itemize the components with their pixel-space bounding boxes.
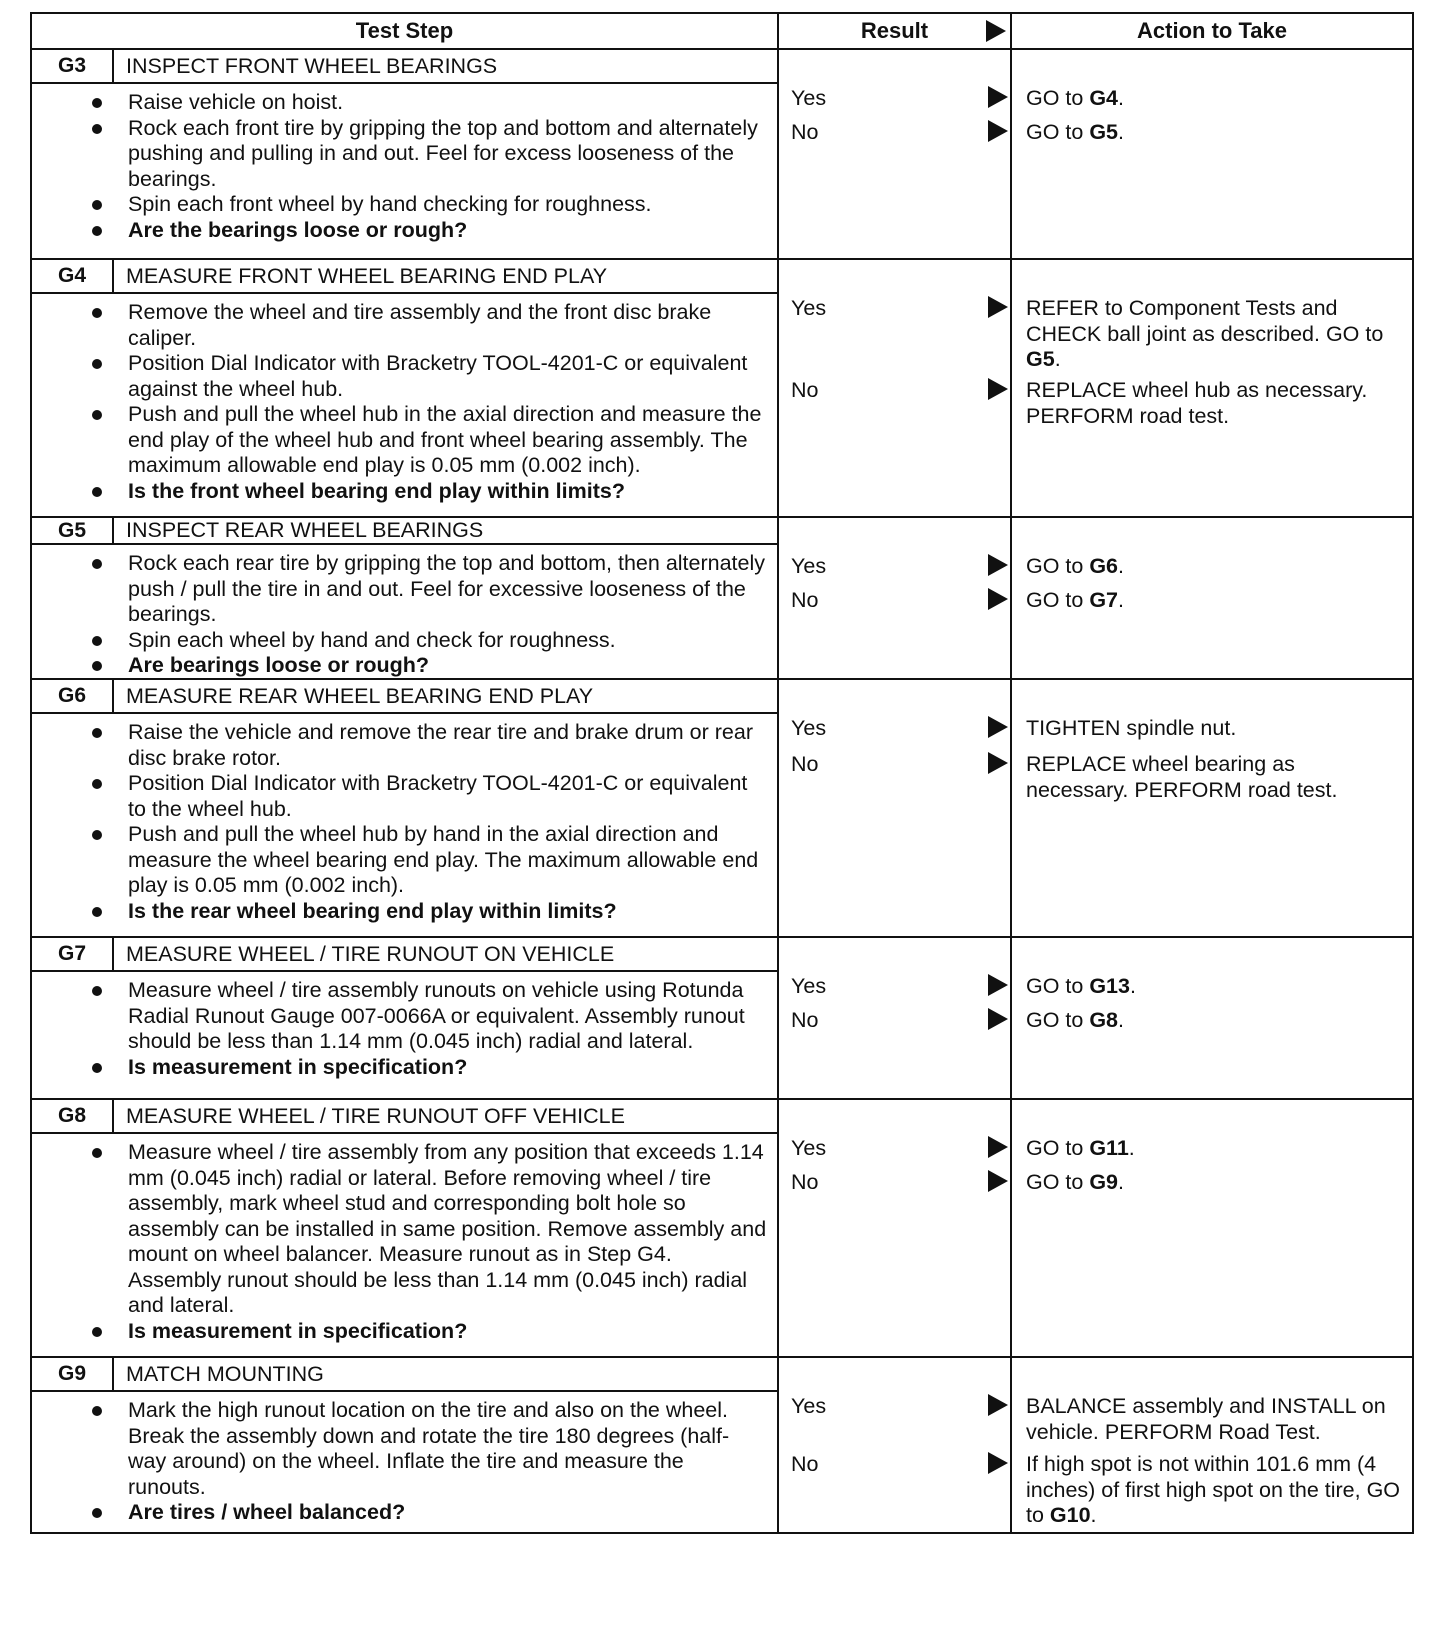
arrow-right-icon (988, 1394, 1008, 1421)
action-cell (1012, 1358, 1412, 1532)
bullet-icon (92, 986, 102, 996)
bullet-text: Spin each front wheel by hand checking for roughness. (128, 192, 652, 216)
action-step-ref: G5 (1026, 347, 1055, 371)
result-no: No (791, 1170, 819, 1194)
step-title: MEASURE WHEEL / TIRE RUNOUT OFF VEHICLE (126, 1103, 625, 1128)
step-question (128, 218, 767, 244)
action-text-end: . (1118, 554, 1124, 578)
bullet-item (128, 720, 767, 771)
step-g3 (32, 50, 1412, 260)
action-text-end: . (1054, 347, 1061, 371)
action-text (1026, 120, 1402, 146)
action-cell (1012, 938, 1412, 1098)
bullet-icon (92, 728, 102, 738)
action-text-main: BALANCE assembly and INSTALL on vehicle. PERFORM Road Test. (1026, 1394, 1386, 1444)
arrow-right-icon (988, 86, 1008, 113)
arrow-right-icon (988, 296, 1008, 323)
bullet-item (128, 1140, 767, 1319)
step-title: MATCH MOUNTING (126, 1361, 324, 1386)
bullet-icon (92, 830, 102, 840)
arrow-right-icon (988, 554, 1008, 581)
action-text (1026, 752, 1402, 803)
result-yes: Yes (791, 296, 827, 320)
step-title-row (32, 938, 777, 972)
action-text (1026, 296, 1402, 373)
result-no: No (791, 752, 819, 776)
step-title: INSPECT FRONT WHEEL BEARINGS (126, 53, 498, 78)
result-cell (779, 1100, 1012, 1356)
bullet-text: Push and pull the wheel hub by hand in the axial direction and measure the wheel bearing end play. The maximum allowable end play is 0.05 mm (0.002 inch). (128, 822, 759, 897)
test-step-cell (32, 680, 779, 936)
result-no: No (791, 1008, 819, 1032)
step-bullets (32, 1392, 777, 1526)
arrow-right-icon (988, 1452, 1008, 1479)
action-text (1026, 86, 1402, 112)
bullet-icon (92, 308, 102, 318)
bullet-icon (92, 1406, 102, 1416)
bullet-icon (92, 1148, 102, 1158)
step-id: G6 (32, 680, 114, 712)
action-text-main: REPLACE wheel bearing as necessary. PERFORM road test. (1026, 752, 1338, 802)
test-step-cell (32, 260, 779, 516)
action-text (1026, 1394, 1402, 1445)
step-question (128, 653, 767, 679)
step-bullets (32, 545, 777, 679)
step-g5 (32, 518, 1412, 680)
bullet-item (128, 116, 767, 193)
action-text-end: . (1129, 974, 1136, 998)
result-cell (779, 518, 1012, 678)
bullet-icon (92, 359, 102, 369)
result-cell (779, 1358, 1012, 1532)
diagnostic-table (30, 12, 1414, 1534)
bullet-text: Rock each rear tire by gripping the top and bottom, then alternately push / pull the tire in and out. Feel for excessive looseness of the bearings. (128, 551, 766, 626)
step-id: G7 (32, 938, 114, 970)
bullet-item (128, 192, 767, 218)
question-text: Is measurement in specification? (128, 1054, 468, 1079)
step-title: INSPECT REAR WHEEL BEARINGS (126, 518, 484, 542)
action-text-end: . (1090, 1503, 1097, 1527)
result-yes: Yes (791, 974, 827, 998)
header-action: Action to Take (1137, 18, 1287, 43)
table-header (32, 14, 1412, 50)
bullet-text: Spin each wheel by hand and check for roughness. (128, 627, 616, 652)
result-yes: Yes (791, 1136, 827, 1160)
test-step-cell (32, 518, 779, 678)
arrow-right-icon (988, 378, 1008, 405)
action-cell (1012, 50, 1412, 258)
bullet-text: Push and pull the wheel hub in the axial direction and measure the end play of the wheel hub and front wheel bearing assembly. The maximum allowable end play is 0.05 mm (0.002 inch). (128, 402, 762, 477)
step-title: MEASURE FRONT WHEEL BEARING END PLAY (126, 263, 608, 288)
action-step-ref: G8 (1089, 1008, 1119, 1032)
test-step-cell (32, 50, 779, 258)
action-text (1026, 588, 1402, 614)
question-text: Are tires / wheel balanced? (128, 1500, 406, 1524)
action-text-main: TIGHTEN spindle nut. (1026, 716, 1237, 740)
bullet-item (128, 771, 767, 822)
step-id: G3 (32, 50, 114, 82)
arrow-right-icon (988, 1008, 1008, 1035)
bullet-icon (92, 907, 102, 917)
step-g4 (32, 260, 1412, 518)
step-bullets (32, 972, 777, 1080)
action-cell (1012, 1100, 1412, 1356)
bullet-item (128, 402, 767, 479)
bullet-text: Raise the vehicle and remove the rear tire and brake drum or rear disc brake rotor. (128, 720, 754, 770)
result-no: No (791, 120, 819, 144)
bullet-text: Remove the wheel and tire assembly and the front disc brake caliper. (128, 300, 712, 350)
bullet-icon (92, 1508, 102, 1518)
result-yes: Yes (791, 554, 827, 578)
action-text-main: REPLACE wheel hub as necessary. PERFORM road test. (1026, 378, 1368, 428)
step-g9 (32, 1358, 1412, 1532)
step-question (128, 1500, 767, 1526)
bullet-item (128, 351, 767, 402)
result-no: No (791, 588, 819, 612)
action-text-main: GO to (1026, 1136, 1090, 1160)
bullet-item (128, 551, 767, 628)
arrow-right-icon (988, 974, 1008, 1001)
step-question (128, 1055, 767, 1081)
bullet-icon (92, 487, 102, 497)
bullet-item (128, 300, 767, 351)
step-id: G8 (32, 1100, 114, 1132)
bullet-icon (92, 661, 102, 671)
action-text-main: GO to (1026, 120, 1090, 144)
action-text-main: GO to (1026, 1008, 1090, 1032)
header-result: Result (860, 18, 929, 43)
arrow-right-icon (988, 588, 1008, 615)
bullet-text: Rock each front tire by gripping the top and bottom and alternately pushing and pulling in and out. Feel for excess looseness of the bearings. (128, 115, 758, 191)
step-title-row (32, 1100, 777, 1134)
action-text (1026, 1008, 1402, 1034)
bullet-item (128, 628, 767, 654)
bullet-text: Raise vehicle on hoist. (128, 90, 344, 114)
action-cell (1012, 260, 1412, 516)
arrow-right-icon (988, 1170, 1008, 1197)
action-text-main: GO to (1026, 588, 1090, 612)
action-text-main: GO to (1026, 974, 1090, 998)
step-id: G4 (32, 260, 114, 292)
bullet-icon (92, 559, 102, 569)
question-text: Is the rear wheel bearing end play within limits? (128, 898, 617, 923)
bullet-text: Mark the high runout location on the tire and also on the wheel. Break the assembly down and rotate the tire 180 degrees (half-way around) on the wheel. Inflate the tire and measure the runouts. (128, 1398, 730, 1499)
bullet-item (128, 978, 767, 1055)
result-cell (779, 680, 1012, 936)
arrow-right-icon (988, 1136, 1008, 1163)
action-text-main: GO to (1026, 1170, 1090, 1194)
result-yes: Yes (791, 716, 827, 740)
action-text (1026, 974, 1402, 1000)
header-test-step: Test Step (32, 14, 779, 48)
action-text-end: . (1118, 120, 1124, 144)
action-text (1026, 1136, 1402, 1162)
bullet-item (128, 822, 767, 899)
arrow-right-icon (988, 752, 1008, 779)
bullet-text: Position Dial Indicator with Bracketry TOOL-4201-C or equivalent against the wheel hub. (128, 351, 748, 401)
step-title-row (32, 1358, 777, 1392)
bullet-icon (92, 636, 102, 646)
step-id: G9 (32, 1358, 114, 1390)
bullet-text: Measure wheel / tire assembly runouts on vehicle using Rotunda Radial Runout Gauge 007-0066A or equivalent. Assembly runout should be less than 1.14 mm (0.045 inch) radial and lateral. (128, 978, 745, 1053)
action-step-ref: G10 (1049, 1503, 1091, 1527)
step-bullets (32, 84, 777, 243)
step-bullets (32, 714, 777, 924)
arrow-right-icon (988, 716, 1008, 743)
action-text-main: If high spot is not within 101.6 mm (4 inches) of first high spot on the tire, GO to (1026, 1452, 1401, 1527)
action-step-ref: G5 (1089, 120, 1119, 144)
test-step-cell (32, 1358, 779, 1532)
action-step-ref: G9 (1089, 1170, 1119, 1194)
result-no: No (791, 378, 819, 402)
arrow-right-icon (986, 20, 1006, 48)
action-text-end: . (1118, 86, 1124, 110)
result-yes: Yes (791, 86, 827, 110)
step-title: MEASURE REAR WHEEL BEARING END PLAY (126, 683, 594, 708)
action-cell (1012, 680, 1412, 936)
step-g7 (32, 938, 1412, 1100)
result-cell (779, 260, 1012, 516)
action-step-ref: G6 (1089, 554, 1119, 578)
step-bullets (32, 294, 777, 504)
action-text (1026, 1452, 1402, 1529)
bullet-icon (92, 200, 102, 210)
action-text (1026, 1170, 1402, 1196)
question-text: Is measurement in specification? (128, 1318, 468, 1343)
bullet-icon (92, 226, 102, 236)
action-text-main: REFER to Component Tests and CHECK ball joint as described. GO to (1026, 296, 1384, 346)
result-yes: Yes (791, 1394, 827, 1418)
action-step-ref: G7 (1089, 588, 1119, 612)
step-question (128, 479, 767, 505)
step-title-row (32, 50, 777, 84)
question-text: Are bearings loose or rough? (128, 653, 430, 677)
step-g6 (32, 680, 1412, 938)
step-id: G5 (32, 518, 114, 543)
steps-body (32, 50, 1412, 1532)
bullet-text: Position Dial Indicator with Bracketry TOOL-4201-C or equivalent to the wheel hub. (128, 771, 748, 821)
bullet-icon (92, 410, 102, 420)
bullet-item (128, 1398, 767, 1500)
step-title: MEASURE WHEEL / TIRE RUNOUT ON VEHICLE (126, 941, 615, 966)
question-text: Is the front wheel bearing end play within limits? (128, 478, 625, 503)
bullet-item (128, 90, 767, 116)
step-bullets (32, 1134, 777, 1344)
bullet-icon (92, 1327, 102, 1337)
action-step-ref: G11 (1089, 1136, 1129, 1160)
action-text-end: . (1118, 588, 1124, 612)
step-question (128, 899, 767, 925)
action-step-ref: G4 (1089, 86, 1119, 110)
action-step-ref: G13 (1089, 974, 1130, 998)
bullet-text: Measure wheel / tire assembly from any position that exceeds 1.14 mm (0.045 inch) radial or lateral. Before removing wheel / tire assembly, mark wheel stud and corresponding bolt hole so assembly can be installed in same position. Remove assembly and mount on wheel balancer. Measure runout as in Step G4. Assembly runout should be less than 1.14 mm (0.045 inch) radial and lateral. (128, 1140, 767, 1317)
action-text-main: GO to (1026, 554, 1090, 578)
action-cell (1012, 518, 1412, 678)
bullet-icon (92, 1063, 102, 1073)
action-text-end: . (1128, 1136, 1135, 1160)
header-result-cell (779, 14, 1012, 48)
result-cell (779, 938, 1012, 1098)
step-title-row (32, 260, 777, 294)
step-question (128, 1319, 767, 1345)
step-title-row (32, 518, 777, 545)
action-text (1026, 554, 1402, 580)
result-cell (779, 50, 1012, 258)
bullet-icon (92, 779, 102, 789)
result-no: No (791, 1452, 819, 1476)
action-text (1026, 716, 1402, 742)
test-step-cell (32, 1100, 779, 1356)
bullet-icon (92, 98, 102, 108)
action-text (1026, 378, 1402, 429)
action-text-end: . (1118, 1170, 1124, 1194)
step-g8 (32, 1100, 1412, 1358)
action-text-end: . (1118, 1008, 1124, 1032)
bullet-icon (92, 124, 102, 134)
test-step-cell (32, 938, 779, 1098)
arrow-right-icon (988, 120, 1008, 147)
action-text-main: GO to (1026, 86, 1090, 110)
step-title-row (32, 680, 777, 714)
question-text: Are the bearings loose or rough? (128, 217, 468, 242)
